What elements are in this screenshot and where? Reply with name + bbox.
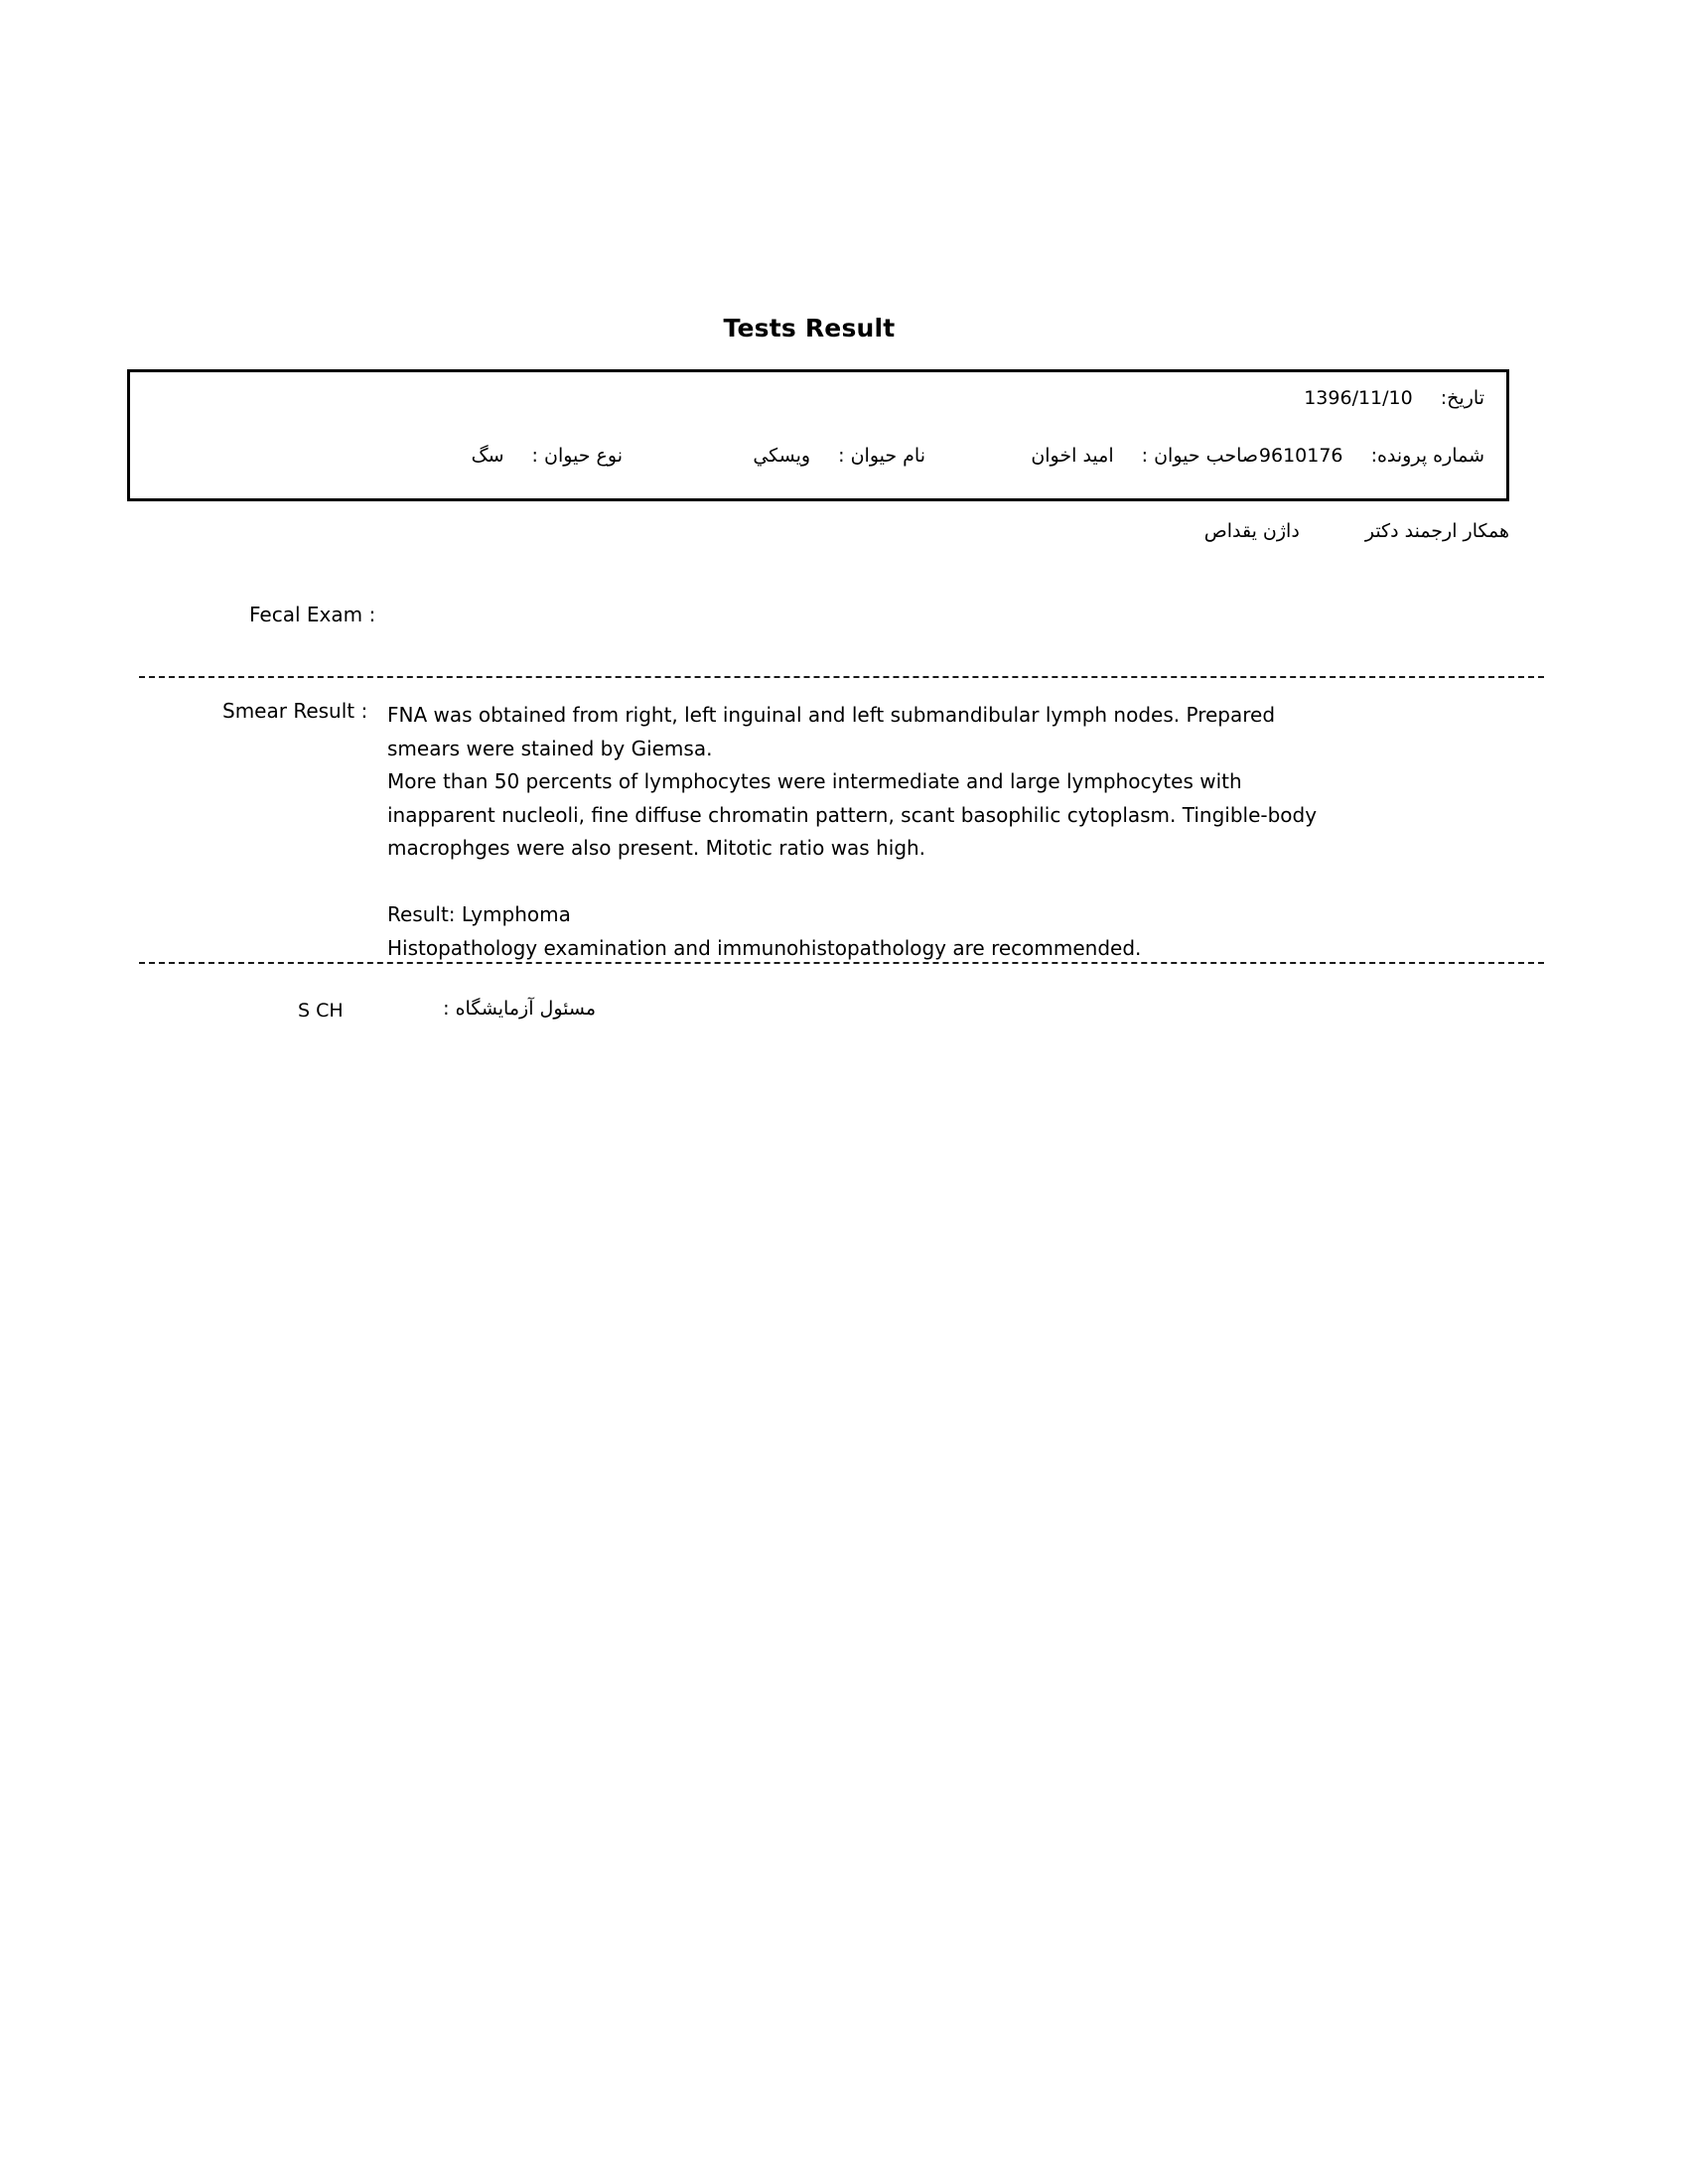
- smear-result-line: More than 50 percents of lymphocytes were intermediate and large lymphocytes with: [387, 769, 1242, 793]
- page-title: Tests Result: [723, 314, 896, 342]
- case-number-label: شماره پرونده:: [1370, 445, 1484, 467]
- patient-header-box: [127, 369, 1509, 501]
- owner-value: امید اخوان: [1031, 445, 1114, 467]
- smear-result-line: Result: Lymphoma: [387, 902, 571, 926]
- species-label: نوع حیوان :: [531, 445, 623, 467]
- field-owner: [1031, 442, 1258, 470]
- header-row-bottom: [130, 440, 1506, 489]
- field-animal-name: [753, 442, 925, 470]
- smear-result-line: macrophges were also present. Mitotic ratio was high.: [387, 836, 926, 860]
- owner-label: صاحب حیوان :: [1141, 445, 1258, 467]
- smear-result-body: [387, 699, 1350, 965]
- date-label: تاریخ:: [1440, 387, 1484, 409]
- case-number-value: 9610176: [1258, 445, 1343, 467]
- fecal-exam-label: Fecal Exam :: [249, 603, 376, 626]
- field-species: [472, 442, 623, 470]
- smear-result-line: FNA was obtained from right, left inguinal and left submandibular lymph nodes. Prepared: [387, 703, 1276, 727]
- animal-name-label: نام حیوان :: [838, 445, 925, 467]
- date-value: 1396/11/10: [1304, 387, 1413, 409]
- animal-name-value: ویسکي: [753, 445, 811, 467]
- lab-supervisor-label: مسئول آزمایشگاه :: [443, 998, 596, 1020]
- addressee-line: [1204, 520, 1509, 542]
- separator-bottom: [139, 962, 1544, 964]
- field-date: [1304, 384, 1484, 412]
- separator-top: [139, 676, 1544, 678]
- addressee-greeting: همکار ارجمند دکتر: [1364, 520, 1509, 542]
- smear-result-line: smears were stained by Giemsa.: [387, 736, 713, 760]
- smear-result-line: Histopathology examination and immunohistopathology are recommended.: [387, 935, 1142, 960]
- header-row-top: [130, 382, 1506, 432]
- smear-result-label: Smear Result :: [222, 699, 368, 723]
- lab-supervisor-value: S CH: [298, 1000, 344, 1022]
- field-case-number: [1259, 442, 1484, 470]
- smear-result-line: inapparent nucleoli, fine diffuse chromatin pattern, scant basophilic cytoplasm. Tingible-body: [387, 802, 1318, 827]
- addressee-doctor-name: داژن یقداص: [1203, 520, 1300, 542]
- smear-result-line-blank: [387, 866, 1350, 899]
- species-value: سگ: [471, 445, 504, 467]
- footer-signature-row: [298, 998, 596, 1027]
